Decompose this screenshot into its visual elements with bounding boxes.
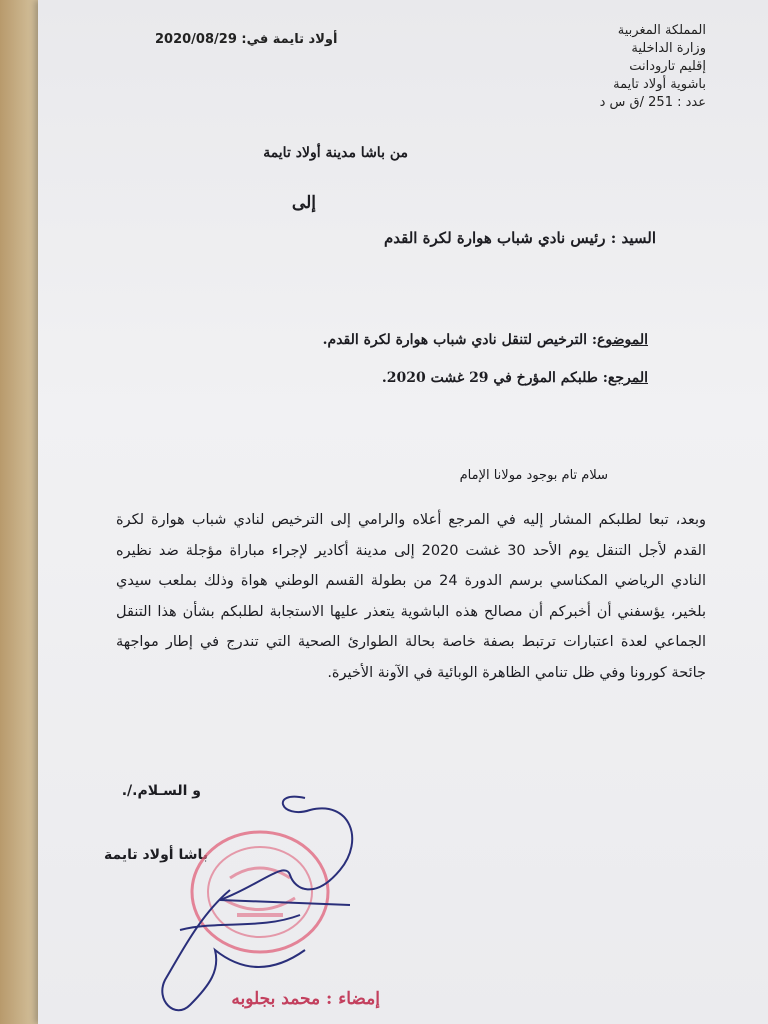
subject-label: الموضوع bbox=[597, 332, 648, 348]
signature-label: إمضاء : محمد بجلوبه bbox=[231, 989, 380, 1009]
salutation: سلام تام بوجود مولانا الإمام bbox=[459, 468, 608, 483]
signer-title: باشا أولاد تايمة bbox=[103, 847, 208, 863]
reference-number: عدد : 251 /ق س د bbox=[599, 95, 706, 110]
letterhead-line: إقليم تارودانت bbox=[629, 59, 706, 74]
letterhead-line: وزارة الداخلية bbox=[631, 41, 706, 56]
handwritten-signature bbox=[120, 780, 380, 1024]
closing-line: و السـلام./. bbox=[121, 783, 201, 799]
place-date: أولاد تايمة في: 2020/08/29 bbox=[155, 32, 338, 47]
reference-text: : طلبكم المؤرخ في 29 غشت 2020. bbox=[381, 370, 608, 386]
letterhead-line: المملكة المغربية bbox=[617, 23, 706, 38]
reference-line bbox=[382, 370, 648, 386]
addressee-line: السيد : رئيس نادي شباب هوارة لكرة القدم bbox=[383, 229, 656, 247]
body-paragraph: وبعد، تبعا لطلبكم المشار إليه في المرجع أعلاه والرامي إلى الترخيص لنادي شباب هوارة لكرة القدم لأجل التنقل يوم الأحد 30 غشت 2020 إلى مدينة أكادير لإجراء مباراة مؤجلة ضد نظيره النادي الرياضي المكناسي برسم الدورة 24 من بطولة القسم الوطني هواة وذلك بملعب سيدي بلخير، يؤسفني أن أخبركم أن مصالح هذه الباشوية يتعذر عليها الاستجابة لطلبكم بشأن هذا التنقل الجماعي لعدة اعتبارات ترتبط بصفة خاصة بحالة الطوارئ الصحية التي تندرج في إطار مواجهة جائحة كورونا وفي ظل تنامي الظاهرة الوبائية في الآونة الأخيرة. bbox=[116, 512, 706, 681]
letterhead bbox=[600, 22, 706, 112]
sender-line: من باشا مدينة أولاد تايمة bbox=[263, 145, 408, 161]
subject-line bbox=[323, 332, 648, 348]
subject-text: : الترخيص لتنقل نادي شباب هوارة لكرة القدم. bbox=[322, 332, 598, 348]
reference-label: المرجع bbox=[607, 370, 648, 386]
to-line: إلى bbox=[291, 193, 316, 213]
letterhead-line: باشوية أولاد تايمة bbox=[613, 77, 706, 92]
